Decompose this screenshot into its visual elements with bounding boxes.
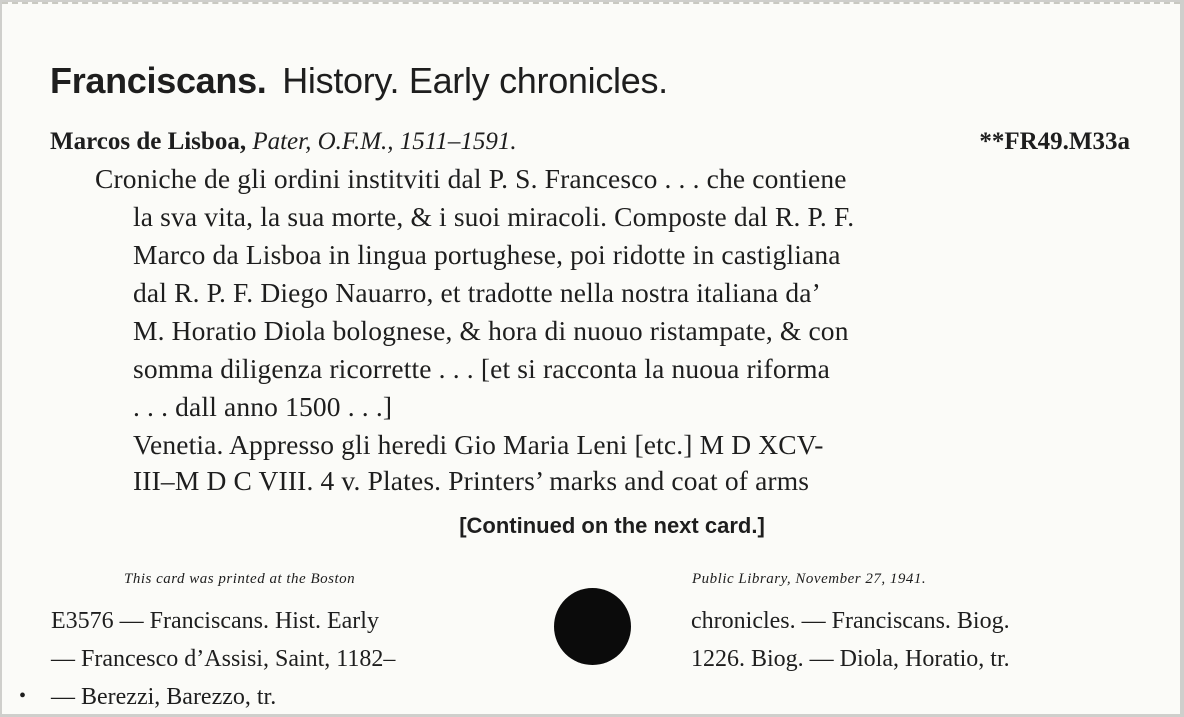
tracing-right-1: chronicles. — Franciscans. Biog. xyxy=(691,608,1010,634)
edge-mark: • xyxy=(19,685,27,707)
imprint-line-1: Venetia. Appresso gli heredi Gio Maria Leni [etc.] M D XCV- xyxy=(133,429,824,460)
title-line-2: la sva vita, la sua morte, & i suoi miracoli. Composte dal R. P. F. xyxy=(133,201,855,232)
continued-note: [Continued on the next card.] xyxy=(459,513,765,538)
tracing-right-2: 1226. Biog. — Diola, Horatio, tr. xyxy=(691,646,1010,672)
printer-note-left: This card was printed at the Boston xyxy=(124,571,356,587)
author-roles: Pater, O.F.M., 1511–1591. xyxy=(252,128,517,155)
punch-hole xyxy=(554,588,631,665)
main-entry xyxy=(50,128,1130,156)
author-name: Marcos de Lisboa, xyxy=(50,128,247,155)
title-line-7: . . . dall anno 1500 . . .] xyxy=(133,391,393,422)
title-line-3: Marco da Lisboa in lingua portughese, poi ridotte in castigliana xyxy=(133,239,841,270)
catalog-card xyxy=(2,2,1180,714)
title-line-5: M. Horatio Diola bolognese, & hora di nuouo ristampate, & con xyxy=(133,315,849,346)
title-line-4: dal R. P. F. Diego Nauarro, et tradotte nella nostra italiana da’ xyxy=(133,277,821,308)
tracing-left-1: E3576 — Franciscans. Hist. Early xyxy=(51,608,379,634)
heading-subject: Franciscans. xyxy=(50,60,267,101)
call-number: **FR49.M33a xyxy=(979,128,1130,155)
imprint-line-2: III–M D C VIII. 4 v. Plates. Printers’ marks and coat of arms xyxy=(133,465,810,496)
title-line-6: somma diligenza ricorrette . . . [et si racconta la nuoua riforma xyxy=(133,353,830,384)
heading-subdivision: History. Early chronicles. xyxy=(282,60,668,101)
tracing-left-2: — Francesco d’Assisi, Saint, 1182– xyxy=(51,646,396,672)
title-line-1: Croniche de gli ordini institviti dal P. S. Francesco . . . che contiene xyxy=(95,163,847,194)
printer-note-right: Public Library, November 27, 1941. xyxy=(692,571,927,587)
tracing-left-3: — Berezzi, Barezzo, tr. xyxy=(51,684,277,710)
subject-heading xyxy=(50,60,668,102)
